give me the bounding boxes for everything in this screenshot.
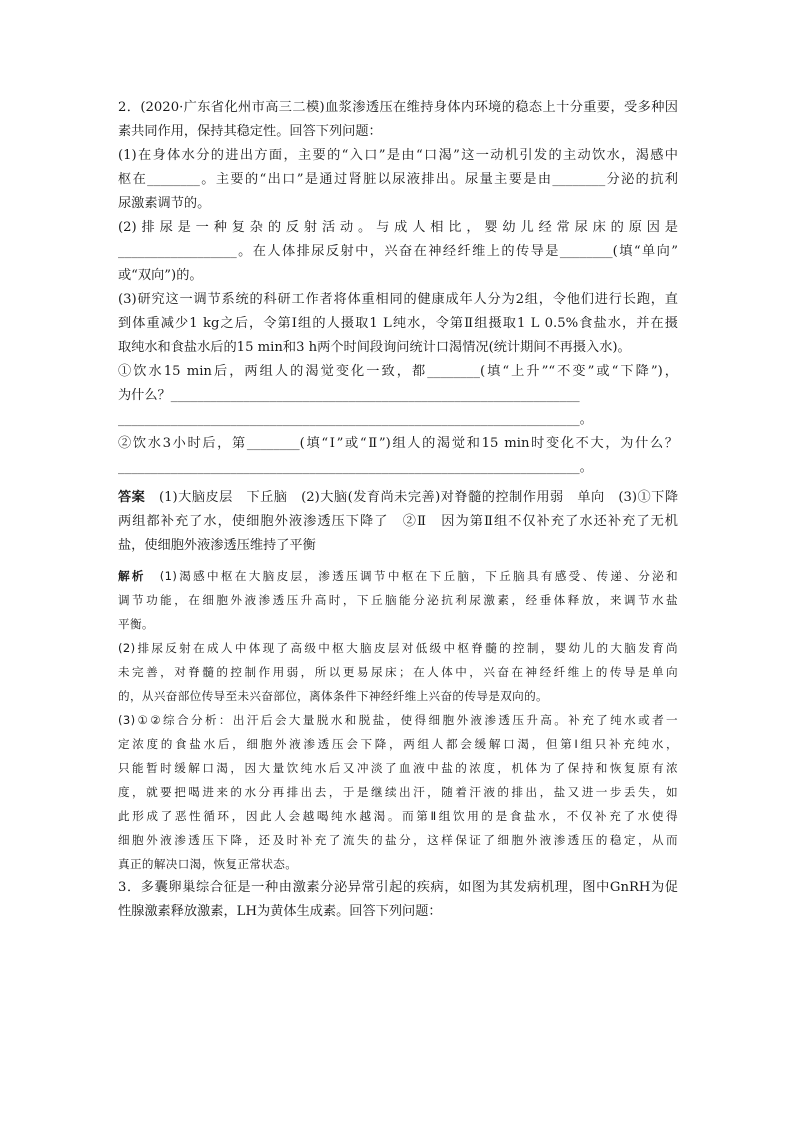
q2-line-15: ②饮水3小时后，第________(填“Ⅰ”或“Ⅱ”)组人的渴觉和15 min时变化不大，为什么？ bbox=[118, 436, 678, 451]
analysis-line-7: (3)①②综合分析：出汗后会大量脱水和脱盐，使得细胞外液渗透压升高。补充了纯水或者一 bbox=[118, 713, 678, 727]
analysis-line-10: 度，就要把喝进来的水分再排出去，于是继续出汗，随着汗液的排出，盐又进一步丢失，如 bbox=[118, 785, 678, 799]
analysis-line-8: 定浓度的食盐水后，细胞外液渗透压会下降，两组人都会缓解口渴，但第Ⅰ组只补充纯水， bbox=[118, 737, 678, 751]
analysis-line-13: 真正的解决口渴，恢复正常状态。 bbox=[118, 857, 298, 871]
analysis-line-11: 此形成了恶性循环，因此人会越喝纯水越渴。而第Ⅱ组饮用的是食盐水，不仅补充了水使得 bbox=[118, 809, 678, 823]
answer-text-1: (1)大脑皮层 下丘脑 (2)大脑(发育尚未完善)对脊髓的控制作用弱 单向 (3)①下降 bbox=[159, 490, 678, 505]
q2-line-12: ①饮水15 min后，两组人的渴觉变化一致，都________(填“上升”“不变”或“下降”)， bbox=[118, 364, 678, 379]
q2-line-4: 枢在________。主要的“出口”是通过肾脏以尿液排出。尿量主要是由________分泌的抗利 bbox=[118, 172, 678, 187]
q2-line-10: 到体重减少1 kg之后，令第Ⅰ组的人摄取1 L纯水，令第Ⅱ组摄取1 L 0.5%食盐水，并在摄 bbox=[118, 316, 678, 331]
analysis-line-4: (2)排尿反射在成人中体现了高级中枢大脑皮层对低级中枢脊髓的控制，婴幼儿的大脑发育尚 bbox=[118, 641, 678, 655]
q2-line-14: ______________________________________________________________________。 bbox=[118, 412, 593, 427]
q2-line-2: 素共同作用，保持其稳定性。回答下列问题： bbox=[118, 124, 382, 139]
analysis-line-1 bbox=[118, 564, 678, 588]
answer-section bbox=[118, 486, 678, 558]
q2-line-16: ______________________________________________________________________。 bbox=[118, 460, 593, 475]
q3-line-1: 3．多囊卵巢综合征是一种由激素分泌异常引起的疾病，如图为其发病机理，图中GnRH为促 bbox=[118, 880, 678, 895]
q2-line-7: __________________。在人体排尿反射中，兴奋在神经纤维上的传导是________(填“单向” bbox=[118, 244, 678, 259]
q2-line-13: 为什么？______________________________________________________________ bbox=[118, 388, 580, 403]
answer-line-2: 两组都补充了水，使细胞外液渗透压下降了 ②Ⅱ 因为第Ⅱ组不仅补充了水还补充了无机 bbox=[118, 514, 678, 529]
question-3 bbox=[118, 876, 678, 924]
q2-line-11: 取纯水和食盐水后的15 min和3 h两个时间段询问统计口渴情况(统计期间不再摄入水)。 bbox=[118, 340, 631, 355]
analysis-label: 解析 bbox=[118, 569, 146, 583]
answer-label: 答案 bbox=[118, 490, 146, 505]
q2-line-6: (2)排尿是一种复杂的反射活动。与成人相比，婴幼儿经常尿床的原因是 bbox=[118, 220, 678, 235]
analysis-line-12: 细胞外液渗透压下降，还及时补充了流失的盐分，这样保证了细胞外液渗透压的稳定，从而 bbox=[118, 833, 678, 847]
q2-line-8: 或“双向”)的。 bbox=[118, 268, 203, 283]
analysis-line-5: 未完善，对脊髓的控制作用弱，所以更易尿床；在人体中，兴奋在神经纤维上的传导是单向 bbox=[118, 665, 678, 679]
analysis-line-3: 平衡。 bbox=[118, 617, 154, 631]
q2-line-9: (3)研究这一调节系统的科研工作者将体重相同的健康成年人分为2组，令他们进行长跑，直 bbox=[118, 292, 678, 307]
question-2 bbox=[118, 96, 678, 480]
answer-line-3: 盐，使细胞外液渗透压维持了平衡 bbox=[118, 538, 316, 553]
analysis-text-1: (1)渴感中枢在大脑皮层，渗透压调节中枢在下丘脑，下丘脑具有感受、传递、分泌和 bbox=[159, 569, 678, 583]
document-page bbox=[118, 96, 678, 924]
analysis-line-2: 调节功能，在细胞外液渗透压升高时，下丘脑能分泌抗利尿激素，经垂体释放，来调节水盐 bbox=[118, 593, 678, 607]
q3-line-2: 性腺激素释放激素，LH为黄体生成素。回答下列问题： bbox=[118, 904, 442, 919]
q2-line-3: (1)在身体水分的进出方面，主要的“入口”是由“口渴”这一动机引发的主动饮水，渴感中 bbox=[118, 148, 678, 163]
analysis-line-6: 的，从兴奋部位传导至未兴奋部位，离体条件下神经纤维上兴奋的传导是双向的。 bbox=[118, 689, 548, 703]
analysis-section bbox=[118, 564, 678, 876]
q2-line-1: 2．(2020·广东省化州市高三二模)血浆渗透压在维持身体内环境的稳态上十分重要，受多种因 bbox=[118, 100, 678, 115]
q2-line-5: 尿激素调节的。 bbox=[118, 196, 211, 211]
answer-line-1 bbox=[118, 486, 678, 510]
analysis-line-9: 只能暂时缓解口渴，因大量饮纯水后又冲淡了血液中盐的浓度，机体为了保持和恢复原有浓 bbox=[118, 761, 678, 775]
